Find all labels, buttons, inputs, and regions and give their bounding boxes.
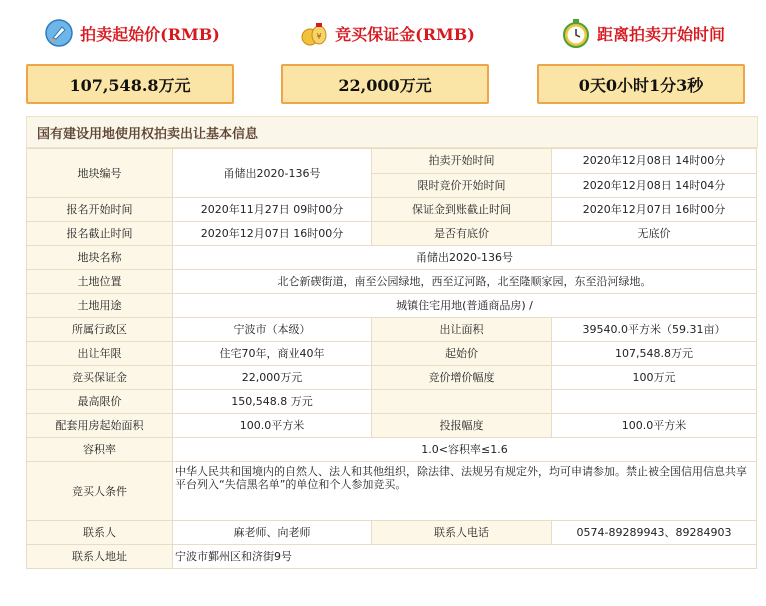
- section-title: 国有建设用地使用权拍卖出让基本信息: [37, 126, 259, 142]
- limit-start-value: 2020年12月08日 14时04分: [552, 173, 757, 198]
- table-row: [27, 246, 757, 270]
- start-price-label: 起始价: [372, 342, 552, 366]
- reserve-label: 是否有底价: [372, 222, 552, 246]
- bid-deposit-label: 竞买保证金: [27, 366, 173, 390]
- table-row: [27, 198, 757, 222]
- deposit-deadline-value: 2020年12月07日 16时00分: [552, 198, 757, 222]
- report-label: 投报幅度: [372, 414, 552, 438]
- table-row: [27, 342, 757, 366]
- increment-label: 竞价增价幅度: [372, 366, 552, 390]
- location-value: 北仑新碶街道，南至公园绿地，西至辽河路，北至隆顺家园，东至沿河绿地。: [173, 270, 757, 294]
- land-use-label: 土地用途: [27, 294, 173, 318]
- term-label: 出让年限: [27, 342, 173, 366]
- conditions-label: 竞买人条件: [27, 462, 173, 521]
- table-row: [27, 149, 757, 174]
- start-price-panel: [26, 14, 238, 95]
- contact-label: 联系人: [27, 521, 173, 545]
- table-row: [27, 545, 757, 569]
- rocket-icon: [44, 18, 74, 48]
- bid-deposit-value: 22,000万元: [173, 366, 372, 390]
- increment-value: 100万元: [552, 366, 757, 390]
- far-value: 1.0<容积率≤1.6: [173, 438, 757, 462]
- deposit-panel: [281, 14, 493, 95]
- location-label: 土地位置: [27, 270, 173, 294]
- auction-start-label: 拍卖开始时间: [372, 149, 552, 174]
- reg-start-label: 报名开始时间: [27, 198, 173, 222]
- start-price-value: 107,548.8万元: [26, 64, 234, 104]
- countdown-title: 距离拍卖开始时间: [596, 24, 725, 44]
- far-label: 容积率: [27, 438, 173, 462]
- housing-area-value: 100.0平方米: [173, 414, 372, 438]
- deposit-title: 竞买保证金(RMB): [335, 24, 475, 44]
- section-header: [26, 116, 758, 148]
- start-price-title: 拍卖起始价(RMB): [80, 24, 220, 44]
- parcel-no-value: 甬储出2020-136号: [173, 149, 372, 198]
- parcel-name-label: 地块名称: [27, 246, 173, 270]
- table-row: [27, 521, 757, 545]
- land-use-value: 城镇住宅用地(普通商品房) /: [173, 294, 757, 318]
- land-info-table: [26, 148, 757, 569]
- table-row: [27, 390, 757, 414]
- contact-value: 麻老师、向老师: [173, 521, 372, 545]
- district-label: 所属行政区: [27, 318, 173, 342]
- table-row: [27, 294, 757, 318]
- auction-start-value: 2020年12月08日 14时00分: [552, 149, 757, 174]
- phone-label: 联系人电话: [372, 521, 552, 545]
- clock-icon: [561, 18, 591, 48]
- term-value: 住宅70年，商业40年: [173, 342, 372, 366]
- table-row: [27, 438, 757, 462]
- svg-text:¥: ¥: [316, 32, 322, 41]
- reserve-value: 无底价: [552, 222, 757, 246]
- area-value: 39540.0平方米（59.31亩）: [552, 318, 757, 342]
- report-value: 100.0平方米: [552, 414, 757, 438]
- reg-start-value: 2020年11月27日 09时00分: [173, 198, 372, 222]
- table-row: [27, 414, 757, 438]
- housing-area-label: 配套用房起始面积: [27, 414, 173, 438]
- table-row: [27, 222, 757, 246]
- parcel-no-label: 地块编号: [27, 149, 173, 198]
- empty-label-cell: [372, 390, 552, 414]
- reg-end-value: 2020年12月07日 16时00分: [173, 222, 372, 246]
- table-row: [27, 462, 757, 521]
- parcel-name-value: 甬储出2020-136号: [173, 246, 757, 270]
- reg-end-label: 报名截止时间: [27, 222, 173, 246]
- conditions-value: 中华人民共和国境内的自然人、法人和其他组织，除法律、法规另有规定外，均可申请参加。禁止被全国信用信息共享平台列入“失信黑名单”的单位和个人参加竞买。: [173, 462, 757, 521]
- limit-start-label: 限时竞价开始时间: [372, 173, 552, 198]
- table-row: [27, 270, 757, 294]
- deposit-header: [281, 14, 493, 52]
- phone-value: 0574-89289943、89284903: [552, 521, 757, 545]
- max-price-label: 最高限价: [27, 390, 173, 414]
- money-bags-icon: [299, 18, 329, 48]
- countdown-value: 0天0小时1分3秒: [537, 64, 745, 104]
- countdown-panel: [537, 14, 749, 95]
- countdown-header: [537, 14, 749, 52]
- table-row: [27, 318, 757, 342]
- table-row: [27, 366, 757, 390]
- deposit-deadline-label: 保证金到账截止时间: [372, 198, 552, 222]
- max-price-value: 150,548.8 万元: [173, 390, 372, 414]
- empty-value-cell: [552, 390, 757, 414]
- start-price-header: [26, 14, 238, 52]
- address-label: 联系人地址: [27, 545, 173, 569]
- district-value: 宁波市（本级）: [173, 318, 372, 342]
- auction-summary: [0, 0, 766, 110]
- address-value: 宁波市鄞州区和济街9号: [173, 545, 757, 569]
- area-label: 出让面积: [372, 318, 552, 342]
- deposit-value: 22,000万元: [281, 64, 489, 104]
- start-price-cell: 107,548.8万元: [552, 342, 757, 366]
